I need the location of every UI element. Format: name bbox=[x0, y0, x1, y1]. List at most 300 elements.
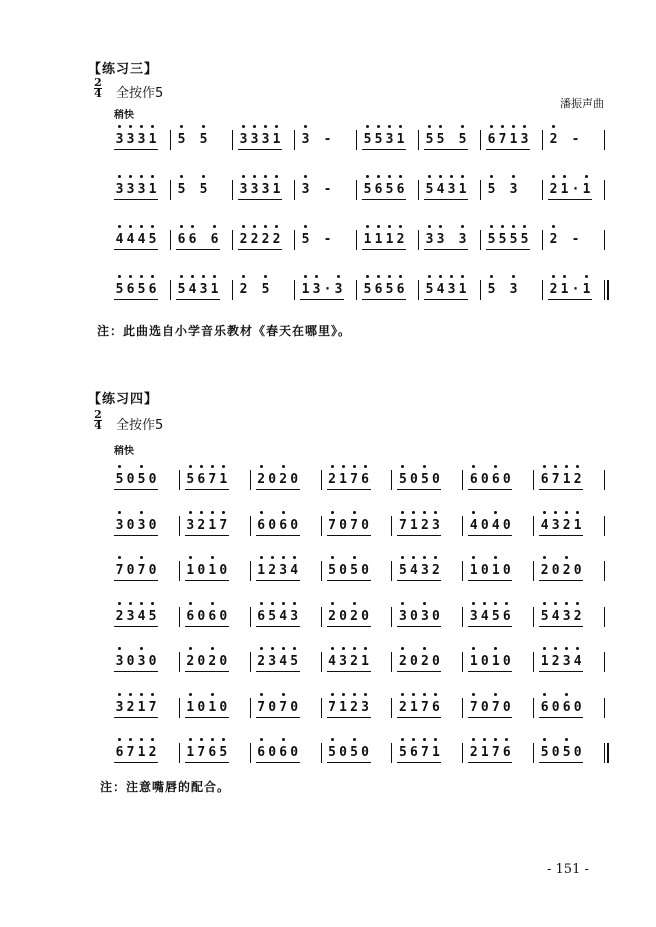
note: 2 bbox=[125, 698, 136, 718]
note: 6 bbox=[147, 280, 158, 300]
beam-line bbox=[424, 249, 468, 250]
note: 7 bbox=[419, 743, 430, 763]
beam-line bbox=[114, 717, 158, 718]
barline bbox=[462, 470, 463, 490]
barline bbox=[232, 130, 233, 150]
note bbox=[446, 230, 457, 250]
note bbox=[187, 130, 198, 150]
barline bbox=[480, 180, 481, 200]
note: 3 bbox=[338, 652, 349, 672]
note: 2 bbox=[395, 230, 406, 250]
note bbox=[446, 130, 457, 150]
note: 0 bbox=[551, 745, 560, 760]
note: 0 bbox=[290, 699, 299, 715]
note: 2 bbox=[430, 561, 441, 581]
note: 1 bbox=[300, 280, 311, 300]
note: 5 bbox=[176, 180, 187, 200]
note: 1 bbox=[508, 130, 519, 150]
note: 6 bbox=[373, 180, 384, 200]
beam-line bbox=[238, 199, 282, 200]
note: 3 bbox=[125, 180, 136, 200]
note: 1 bbox=[408, 516, 419, 536]
barline bbox=[542, 130, 543, 150]
note: 5 bbox=[362, 280, 373, 300]
note: 3 bbox=[561, 607, 572, 627]
note: 7 bbox=[125, 743, 136, 763]
measure bbox=[114, 516, 158, 536]
note: 6 bbox=[468, 470, 479, 490]
note: 3 bbox=[300, 130, 311, 150]
note: 2 bbox=[561, 561, 572, 581]
barline bbox=[356, 230, 357, 250]
note: · bbox=[571, 282, 580, 297]
note: 7 bbox=[327, 516, 338, 536]
barline bbox=[250, 561, 251, 581]
score-line bbox=[110, 607, 610, 627]
note: 6 bbox=[278, 516, 289, 536]
measure bbox=[256, 743, 300, 763]
note: 5 bbox=[539, 607, 550, 627]
barline bbox=[321, 652, 322, 672]
measure bbox=[327, 698, 371, 718]
note: 5 bbox=[373, 130, 384, 150]
barline bbox=[480, 230, 481, 250]
measure bbox=[362, 280, 406, 300]
barline bbox=[418, 130, 419, 150]
measure bbox=[397, 652, 441, 672]
note: 6 bbox=[408, 743, 419, 763]
note: 7 bbox=[349, 470, 360, 490]
barline bbox=[321, 516, 322, 536]
note: 1 bbox=[408, 698, 419, 718]
measure bbox=[424, 180, 468, 200]
measure bbox=[486, 130, 530, 150]
note: 5 bbox=[424, 180, 435, 200]
beam-line bbox=[327, 717, 371, 718]
barline bbox=[294, 180, 295, 200]
note: 2 bbox=[238, 280, 249, 300]
note: 7 bbox=[490, 698, 501, 718]
note: 3 bbox=[468, 607, 479, 627]
note bbox=[497, 180, 508, 200]
beam-line bbox=[539, 717, 583, 718]
note: 6 bbox=[486, 130, 497, 150]
note: 5 bbox=[362, 130, 373, 150]
beam-line bbox=[548, 199, 592, 200]
note: 7 bbox=[114, 561, 125, 581]
note: 7 bbox=[327, 698, 338, 718]
barline bbox=[356, 280, 357, 300]
note: 1 bbox=[490, 561, 501, 581]
note: 2 bbox=[548, 130, 559, 150]
measure bbox=[397, 516, 441, 536]
note: 2 bbox=[419, 652, 430, 672]
note: 6 bbox=[256, 607, 267, 627]
note: 3 bbox=[114, 652, 125, 672]
note: 6 bbox=[278, 743, 289, 763]
note: 6 bbox=[561, 698, 572, 718]
beam-line bbox=[114, 299, 158, 300]
barline bbox=[250, 607, 251, 627]
measure bbox=[300, 280, 344, 300]
measure bbox=[114, 230, 158, 250]
note: 1 bbox=[271, 130, 282, 150]
note: 1 bbox=[256, 561, 267, 581]
note: 0 bbox=[410, 654, 418, 669]
note: 3 bbox=[446, 280, 457, 300]
note: 0 bbox=[432, 472, 440, 487]
beam-line bbox=[114, 489, 158, 490]
note: 1 bbox=[207, 561, 218, 581]
measure bbox=[114, 130, 158, 150]
note: 6 bbox=[176, 230, 187, 250]
barline bbox=[533, 516, 534, 536]
measure bbox=[424, 130, 468, 150]
beam-line bbox=[362, 199, 406, 200]
barline bbox=[542, 180, 543, 200]
barline bbox=[356, 180, 357, 200]
note: 0 bbox=[410, 608, 418, 624]
note: 1 bbox=[384, 230, 395, 250]
note: 4 bbox=[125, 230, 136, 250]
beam-line bbox=[397, 489, 441, 490]
measure bbox=[327, 743, 371, 763]
note: 4 bbox=[490, 516, 501, 536]
note: 2 bbox=[561, 516, 572, 536]
note: 0 bbox=[197, 699, 206, 715]
measure bbox=[539, 470, 583, 490]
note: 3 bbox=[267, 652, 278, 672]
note: 1 bbox=[430, 743, 441, 763]
measure bbox=[185, 516, 229, 536]
note: 7 bbox=[207, 470, 218, 490]
beam-line bbox=[256, 535, 300, 536]
note: 5 bbox=[176, 280, 187, 300]
score-line bbox=[110, 516, 610, 536]
barline bbox=[391, 698, 392, 718]
note: 1 bbox=[360, 652, 371, 672]
beam-line bbox=[327, 762, 371, 763]
barline bbox=[391, 516, 392, 536]
note: 3 bbox=[198, 280, 209, 300]
measure bbox=[362, 230, 406, 250]
measure bbox=[238, 230, 282, 250]
note: 5 bbox=[114, 280, 125, 300]
barline bbox=[179, 743, 180, 763]
note: 0 bbox=[480, 699, 489, 715]
note: 5 bbox=[497, 230, 508, 250]
note: 2 bbox=[327, 607, 338, 627]
note: 0 bbox=[339, 517, 347, 533]
score-line bbox=[110, 743, 610, 763]
note: 3 bbox=[419, 607, 430, 627]
barline bbox=[604, 652, 605, 672]
score-line bbox=[110, 698, 610, 718]
note bbox=[311, 130, 322, 150]
measure bbox=[397, 743, 441, 763]
note: 1 bbox=[457, 280, 468, 300]
beam-line bbox=[238, 149, 282, 150]
note: 4 bbox=[435, 180, 446, 200]
barline bbox=[179, 607, 180, 627]
beam-line bbox=[114, 762, 158, 763]
note: 6 bbox=[430, 698, 441, 718]
note: 0 bbox=[361, 563, 369, 578]
note: 3 bbox=[508, 280, 519, 300]
barline bbox=[321, 470, 322, 490]
note: 0 bbox=[126, 654, 135, 669]
note: 6 bbox=[256, 516, 267, 536]
note: 1 bbox=[136, 743, 147, 763]
note: 7 bbox=[256, 698, 267, 718]
note: 5 bbox=[218, 743, 229, 763]
measure bbox=[327, 607, 371, 627]
measure bbox=[468, 470, 512, 490]
note: 5 bbox=[508, 230, 519, 250]
note: 7 bbox=[349, 516, 360, 536]
score-line bbox=[110, 561, 610, 581]
note: 6 bbox=[539, 698, 550, 718]
measure bbox=[397, 561, 441, 581]
score-line bbox=[110, 130, 610, 150]
measure bbox=[114, 561, 158, 581]
note: 5 bbox=[136, 470, 147, 490]
note: 1 bbox=[338, 470, 349, 490]
note: 5 bbox=[490, 607, 501, 627]
note: 1 bbox=[271, 180, 282, 200]
measure bbox=[256, 607, 300, 627]
barline bbox=[462, 698, 463, 718]
note: 2 bbox=[238, 230, 249, 250]
note: - bbox=[571, 232, 580, 247]
beam-line bbox=[397, 626, 441, 627]
note: 3 bbox=[185, 516, 196, 536]
measure bbox=[424, 280, 468, 300]
note: 2 bbox=[267, 561, 278, 581]
score-line bbox=[110, 230, 610, 250]
note: 0 bbox=[573, 563, 582, 578]
note: 3 bbox=[519, 130, 530, 150]
measure bbox=[486, 180, 519, 200]
barline bbox=[418, 280, 419, 300]
note bbox=[497, 280, 508, 300]
barline bbox=[418, 230, 419, 250]
measure bbox=[114, 280, 158, 300]
barline bbox=[179, 470, 180, 490]
beam-line bbox=[397, 671, 441, 672]
note: 5 bbox=[349, 743, 360, 763]
barline bbox=[391, 743, 392, 763]
note: 0 bbox=[339, 563, 347, 578]
note: 3 bbox=[384, 130, 395, 150]
note: 4 bbox=[468, 516, 479, 536]
beam-line bbox=[468, 762, 512, 763]
note: 1 bbox=[147, 180, 158, 200]
note: 6 bbox=[360, 470, 371, 490]
note: 4 bbox=[550, 607, 561, 627]
note: 3 bbox=[278, 561, 289, 581]
note: - bbox=[323, 232, 332, 247]
note: 2 bbox=[572, 607, 583, 627]
measure bbox=[468, 743, 512, 763]
barline bbox=[179, 561, 180, 581]
note: 2 bbox=[147, 743, 158, 763]
note: 5 bbox=[136, 280, 147, 300]
beam-line bbox=[468, 671, 512, 672]
note: 5 bbox=[300, 230, 311, 250]
measure bbox=[114, 607, 158, 627]
barline bbox=[533, 698, 534, 718]
note: 3 bbox=[446, 180, 457, 200]
note: 4 bbox=[572, 652, 583, 672]
note: - bbox=[323, 182, 332, 197]
note: 0 bbox=[480, 563, 489, 578]
note: 4 bbox=[479, 607, 490, 627]
measure bbox=[486, 280, 519, 300]
beam-line bbox=[327, 489, 371, 490]
barline bbox=[321, 698, 322, 718]
exercise3-heading: 【练习三】 bbox=[88, 62, 159, 77]
note: 0 bbox=[219, 654, 228, 669]
note: 0 bbox=[361, 517, 369, 533]
beam-line bbox=[397, 762, 441, 763]
measure bbox=[486, 230, 530, 250]
note: 2 bbox=[349, 652, 360, 672]
note: 1 bbox=[136, 698, 147, 718]
measure bbox=[539, 698, 583, 718]
note: 2 bbox=[550, 652, 561, 672]
note: 3 bbox=[114, 180, 125, 200]
note: 5 bbox=[327, 743, 338, 763]
measure bbox=[539, 516, 583, 536]
note: 3 bbox=[435, 230, 446, 250]
barline bbox=[232, 180, 233, 200]
barline bbox=[462, 561, 463, 581]
beam-line bbox=[176, 299, 220, 300]
note: 5 bbox=[397, 470, 408, 490]
measure bbox=[362, 180, 406, 200]
measure bbox=[468, 652, 512, 672]
beam-line bbox=[362, 299, 406, 300]
note: 0 bbox=[502, 563, 511, 578]
measure bbox=[548, 130, 581, 150]
note: 0 bbox=[361, 608, 369, 624]
note: 2 bbox=[278, 470, 289, 490]
note: 2 bbox=[349, 698, 360, 718]
beam-line bbox=[114, 671, 158, 672]
note: 2 bbox=[539, 561, 550, 581]
barline bbox=[604, 607, 605, 627]
note: 7 bbox=[278, 698, 289, 718]
note: 2 bbox=[548, 230, 559, 250]
note: 3 bbox=[125, 607, 136, 627]
exercise3-tone: 全按作5 bbox=[116, 86, 164, 101]
barline bbox=[179, 516, 180, 536]
note: 3 bbox=[125, 130, 136, 150]
note: 0 bbox=[551, 699, 560, 715]
note: 4 bbox=[289, 561, 300, 581]
measure bbox=[256, 470, 300, 490]
measure bbox=[176, 230, 220, 250]
barline bbox=[250, 470, 251, 490]
measure bbox=[256, 516, 300, 536]
beam-line bbox=[327, 626, 371, 627]
note: 0 bbox=[290, 472, 299, 487]
note: 0 bbox=[197, 654, 206, 669]
note: 6 bbox=[395, 280, 406, 300]
note bbox=[311, 180, 322, 200]
barline bbox=[170, 130, 171, 150]
beam-line bbox=[468, 535, 512, 536]
note: 0 bbox=[410, 472, 418, 487]
note: 3 bbox=[550, 516, 561, 536]
measure bbox=[300, 130, 333, 150]
note: 3 bbox=[260, 130, 271, 150]
beam-line bbox=[185, 626, 229, 627]
note: 0 bbox=[126, 472, 135, 487]
note: 5 bbox=[289, 652, 300, 672]
measure bbox=[327, 652, 371, 672]
score-line bbox=[110, 652, 610, 672]
beam-line bbox=[238, 249, 282, 250]
beam-line bbox=[539, 489, 583, 490]
measure bbox=[185, 652, 229, 672]
beam-line bbox=[114, 199, 158, 200]
note: 4 bbox=[187, 280, 198, 300]
beam-line bbox=[397, 580, 441, 581]
note: 2 bbox=[207, 652, 218, 672]
note: 5 bbox=[327, 561, 338, 581]
note: 0 bbox=[219, 608, 228, 624]
measure bbox=[548, 180, 592, 200]
note: 3 bbox=[360, 698, 371, 718]
note: 4 bbox=[278, 607, 289, 627]
note: 6 bbox=[125, 280, 136, 300]
note: 0 bbox=[339, 745, 347, 760]
note: 7 bbox=[397, 516, 408, 536]
note: 1 bbox=[539, 652, 550, 672]
barline bbox=[462, 652, 463, 672]
meter-bottom: 4 bbox=[94, 419, 102, 432]
barline bbox=[321, 607, 322, 627]
note: 5 bbox=[260, 280, 271, 300]
note: 0 bbox=[339, 608, 347, 624]
barline bbox=[604, 180, 605, 200]
measure bbox=[300, 230, 333, 250]
beam-line bbox=[486, 149, 530, 150]
beam-line bbox=[468, 717, 512, 718]
barline bbox=[179, 698, 180, 718]
exercise4-heading: 【练习四】 bbox=[88, 392, 159, 407]
exercise4-note: 注：注意嘴唇的配合。 bbox=[100, 780, 231, 794]
note: 2 bbox=[397, 698, 408, 718]
note: 0 bbox=[126, 517, 135, 533]
barline bbox=[533, 470, 534, 490]
note: 1 bbox=[218, 470, 229, 490]
barline bbox=[294, 130, 295, 150]
barline bbox=[232, 280, 233, 300]
measure bbox=[238, 130, 282, 150]
note: 1 bbox=[147, 130, 158, 150]
note: 4 bbox=[408, 561, 419, 581]
barline bbox=[170, 280, 171, 300]
note: 1 bbox=[362, 230, 373, 250]
barline bbox=[462, 743, 463, 763]
note: 4 bbox=[278, 652, 289, 672]
beam-line bbox=[256, 489, 300, 490]
beam-line bbox=[424, 149, 468, 150]
beam-line bbox=[539, 671, 583, 672]
